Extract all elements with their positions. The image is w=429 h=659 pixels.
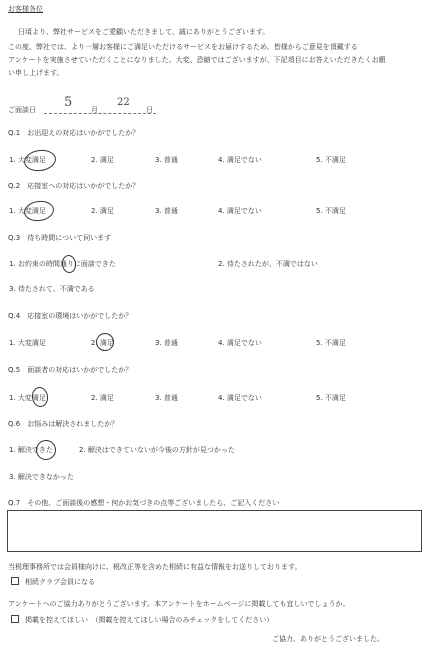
q7-comment-box[interactable] — [7, 510, 422, 552]
q2-selection-circle — [23, 199, 55, 223]
q1-option-2[interactable]: 2. 満足 — [91, 156, 114, 164]
q4-text: 応接室の環境はいかがでしたか？ — [27, 312, 133, 320]
q5-option-5[interactable]: 5. 不満足 — [316, 394, 346, 402]
q4-option-2[interactable]: 2. 満足 — [91, 339, 114, 347]
q3-option-3[interactable]: 3. 待たされて、不満である — [9, 285, 95, 293]
q1-text: お出迎えの対応はいかがでしたか？ — [27, 129, 140, 137]
q4-option-4[interactable]: 4. 満足でない — [218, 339, 262, 347]
q2-text: 応接室への対応はいかがでしたか？ — [27, 182, 140, 190]
q3-title — [8, 235, 111, 242]
q6-text: お悩みは解決されましたか？ — [27, 420, 119, 428]
membership-checkbox[interactable] — [11, 577, 19, 585]
q2-option-4[interactable]: 4. 満足でない — [218, 207, 262, 215]
q7-number: Q.7 — [8, 499, 21, 507]
date-label: ご面談日 — [8, 106, 36, 114]
q1-option-3[interactable]: 3. 普通 — [155, 156, 178, 164]
q4-title — [8, 313, 132, 320]
q3-option-1[interactable]: 1. お約束の時間通りに面談できた — [9, 260, 116, 268]
q1-selection-circle — [23, 148, 58, 173]
q5-option-2[interactable]: 2. 満足 — [91, 394, 114, 402]
intro-line-3: アンケートを実施させていただくことになりました。大変、恐縮ではございますが、下記項目にお答えいただきたくお願 — [8, 56, 386, 64]
date-month-value[interactable]: 5 — [64, 95, 73, 110]
q4-option-1[interactable]: 1. 大変満足 — [9, 339, 46, 347]
q5-selection-circle — [31, 386, 50, 408]
q5-number: Q.5 — [8, 366, 21, 374]
q2-title — [8, 183, 139, 190]
intro-line-4: い申し上げます。 — [8, 69, 64, 77]
q3-option-2[interactable]: 2. 待たされたが、不満ではない — [218, 260, 318, 268]
q4-option-3[interactable]: 3. 普通 — [155, 339, 178, 347]
q5-text: 面談者の対応はいかがでしたか？ — [27, 366, 133, 374]
q6-title — [8, 421, 118, 428]
q6-number: Q.6 — [8, 420, 21, 428]
date-day-unit: 日 — [146, 106, 153, 114]
homepage-checkbox-label: 掲載を控えてほしい （掲載を控えてほしい場合のみチェックをしてください） — [25, 616, 274, 624]
intro-line-1: 日頃より、弊社サービスをご愛顧いただきまして、誠にありがとうございます。 — [18, 28, 270, 36]
q6-option-1[interactable]: 1. 解決できた — [9, 446, 53, 454]
q6-option-3[interactable]: 3. 解決できなかった — [9, 473, 74, 481]
homepage-option[interactable] — [11, 615, 273, 624]
q2-option-3[interactable]: 3. 普通 — [155, 207, 178, 215]
q7-title — [8, 500, 279, 507]
q5-option-4[interactable]: 4. 満足でない — [218, 394, 262, 402]
date-day-value[interactable]: 22 — [117, 97, 130, 108]
q7-text: その他、ご面談後の感想・何かお気づきの点等ございましたら、ご記入ください — [27, 499, 280, 507]
q4-option-5[interactable]: 5. 不満足 — [316, 339, 346, 347]
q3-selection-circle — [61, 254, 77, 274]
q6-option-2[interactable]: 2. 解決はできていないが今後の方針が見つかった — [79, 446, 235, 454]
q1-option-5[interactable]: 5. 不満足 — [316, 156, 346, 164]
q1-option-4[interactable]: 4. 満足でない — [218, 156, 262, 164]
q2-option-1[interactable]: 1. 大変満足 — [9, 207, 46, 215]
q5-option-1[interactable]: 1. 大変満足 — [9, 394, 46, 402]
membership-text: 当税理事務所では会員様向けに、税改正等を含めた相続に有益な情報をお送りしております。 — [8, 563, 302, 571]
q4-selection-circle — [95, 332, 115, 352]
date-underline — [44, 113, 156, 114]
q2-option-2[interactable]: 2. 満足 — [91, 207, 114, 215]
date-month-unit: 月 — [91, 106, 98, 114]
q5-option-3[interactable]: 3. 普通 — [155, 394, 178, 402]
homepage-text: アンケートへのご協力ありがとうございます。本アンケートをホームページに掲載しても宜しいでしょうか。 — [8, 600, 350, 608]
q4-number: Q.4 — [8, 312, 21, 320]
q5-title — [8, 367, 132, 374]
homepage-checkbox[interactable] — [11, 615, 19, 623]
q1-title — [8, 130, 139, 137]
q1-number: Q.1 — [8, 129, 21, 137]
intro-line-2: この度、弊社では、より一層お客様にご満足いただけるサービスをお届けするため、皆様からご意見を頂戴する — [8, 43, 358, 51]
q1-option-1[interactable]: 1. 大変満足 — [9, 156, 46, 164]
q6-selection-circle — [35, 439, 58, 462]
membership-option[interactable] — [11, 577, 95, 586]
q2-option-5[interactable]: 5. 不満足 — [316, 207, 346, 215]
q3-text: 待ち時間について伺います — [27, 234, 112, 242]
q3-number: Q.3 — [8, 234, 21, 242]
q2-number: Q.2 — [8, 182, 21, 190]
closing-text: ご協力、ありがとうございました。 — [272, 635, 384, 643]
salutation: お客様各位 — [8, 5, 43, 13]
membership-checkbox-label: 相続クラブ会員になる — [25, 578, 95, 586]
